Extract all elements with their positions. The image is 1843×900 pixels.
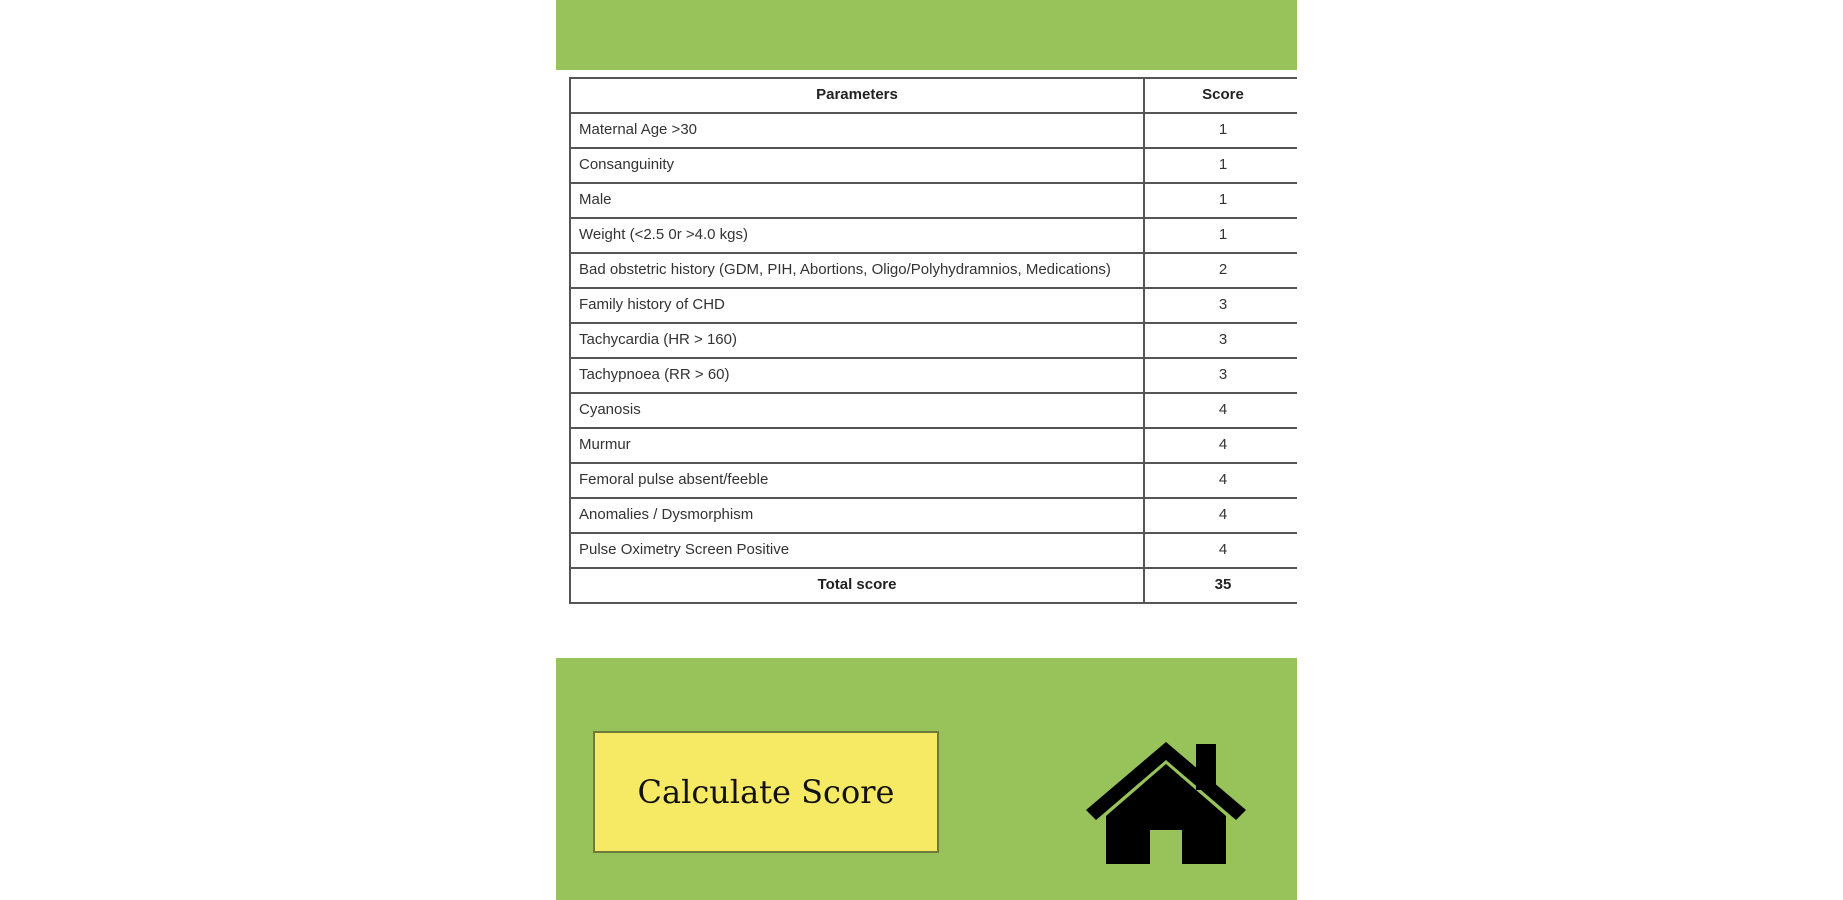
total-row: [570, 568, 1297, 603]
row-parameter: Maternal Age >30: [570, 113, 1144, 148]
row-parameter: Pulse Oximetry Screen Positive: [570, 533, 1144, 568]
table-row: [570, 428, 1297, 463]
row-score: 4: [1144, 533, 1297, 568]
bottom-bar: [556, 658, 1297, 900]
table-row: [570, 323, 1297, 358]
total-label: Total score: [570, 568, 1144, 603]
row-score: 3: [1144, 323, 1297, 358]
home-icon: [1084, 734, 1248, 864]
row-score: 2: [1144, 253, 1297, 288]
row-score: 1: [1144, 183, 1297, 218]
table-row: [570, 148, 1297, 183]
table-row: [570, 113, 1297, 148]
table-row: [570, 358, 1297, 393]
row-score: 4: [1144, 498, 1297, 533]
row-parameter: Consanguinity: [570, 148, 1144, 183]
table-row: [570, 288, 1297, 323]
table-row: [570, 533, 1297, 568]
row-score: 4: [1144, 428, 1297, 463]
table-row: [570, 183, 1297, 218]
header-parameters: Parameters: [570, 78, 1144, 113]
table-header-row: [570, 78, 1297, 113]
row-parameter: Cyanosis: [570, 393, 1144, 428]
calculate-score-button[interactable]: Calculate Score: [593, 731, 939, 853]
row-parameter: Bad obstetric history (GDM, PIH, Abortions, Oligo/Polyhydramnios, Medications): [570, 253, 1144, 288]
row-score: 3: [1144, 358, 1297, 393]
table-row: [570, 253, 1297, 288]
row-score: 4: [1144, 463, 1297, 498]
row-parameter: Murmur: [570, 428, 1144, 463]
row-parameter: Femoral pulse absent/feeble: [570, 463, 1144, 498]
row-parameter: Tachycardia (HR > 160): [570, 323, 1144, 358]
row-parameter: Family history of CHD: [570, 288, 1144, 323]
row-parameter: Weight (<2.5 0r >4.0 kgs): [570, 218, 1144, 253]
row-score: 1: [1144, 113, 1297, 148]
header-score: Score: [1144, 78, 1297, 113]
row-parameter: Tachypnoea (RR > 60): [570, 358, 1144, 393]
total-value: 35: [1144, 568, 1297, 603]
row-score: 1: [1144, 218, 1297, 253]
table-row: [570, 393, 1297, 428]
app-screen: [556, 0, 1297, 900]
row-score: 1: [1144, 148, 1297, 183]
home-button[interactable]: [1084, 734, 1248, 864]
score-table: [569, 77, 1297, 604]
score-table-container: [569, 77, 1297, 650]
row-score: 4: [1144, 393, 1297, 428]
row-parameter: Male: [570, 183, 1144, 218]
row-score: 3: [1144, 288, 1297, 323]
table-row: [570, 218, 1297, 253]
row-parameter: Anomalies / Dysmorphism: [570, 498, 1144, 533]
table-row: [570, 498, 1297, 533]
table-row: [570, 463, 1297, 498]
top-bar: [556, 0, 1297, 70]
